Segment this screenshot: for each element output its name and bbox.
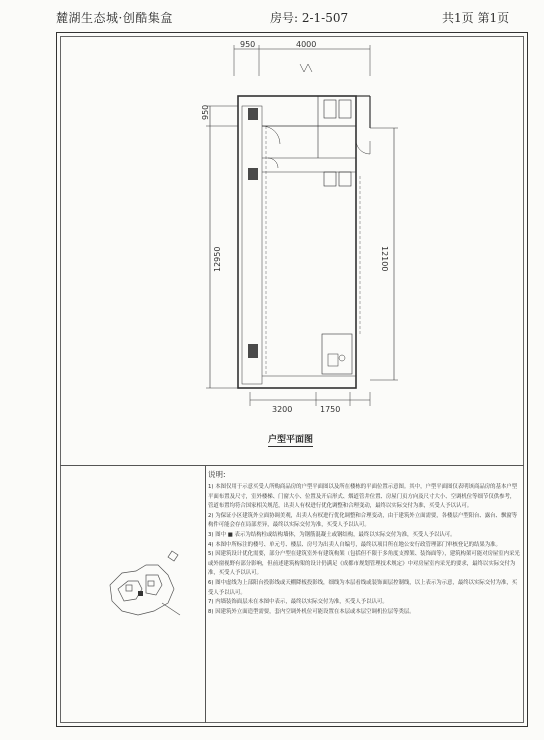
note-item: 4) 本图中所标注的楼号、单元号、楼层、房号为出卖人自编号，最终以项目所在地公安行政管理部门审核登记的结果为准。 <box>208 541 501 548</box>
dim-top-right: 4000 <box>296 40 317 49</box>
note-item: 3) 图中 ■ 表示为结构柱或结构墙体，为钢筋混凝土或钢结构，最终以实际交付为准，买受人予以认可。 <box>208 531 456 538</box>
room-number: 房号: 2-1-507 <box>270 11 349 25</box>
horizontal-divider <box>60 465 524 466</box>
header-bar <box>0 0 544 30</box>
dim-top-left: 950 <box>240 40 256 49</box>
note-item: 7) 内墙装饰面层未在本图中表示，最终以实际交付为准，买受人予以认可。 <box>208 599 388 606</box>
dim-bottom-left: 3200 <box>272 405 293 414</box>
note-item: 6) 图中虚线为上部阳台投影线或天棚降板投影线，细线为本层看线或装饰面层控制线，以上表示为示意，最终以实际交付为准，买受人予以认可。 <box>208 579 518 596</box>
note-item: 2) 为保证小区建筑外立面协调美观，出卖人有权进行优化调整和合理变动，由于建筑外立面需要，各楼层户型阳台、露台、飘窗等构件可能会存在局部差异，最终以实际交付为准，买受人予以认可。 <box>208 512 518 529</box>
page-indicator: 共1页 第1页 <box>442 11 510 25</box>
site-location-map <box>102 545 192 635</box>
notes-heading: 说明: <box>208 470 226 479</box>
structure-columns <box>248 108 258 358</box>
location-marker <box>138 591 143 596</box>
notes-section <box>208 469 520 617</box>
plan-title: 户型平面图 <box>268 432 313 447</box>
floor-plan <box>60 36 524 456</box>
dim-left-main: 12950 <box>213 246 222 272</box>
dim-left-top: 950 <box>201 104 210 120</box>
project-title: 麓湖生态城·创酷集盒 <box>56 11 173 25</box>
note-item: 8) 因建筑外立面造型需要，套内空调外机位可能设置在本层或本层空调机位层等类层。 <box>208 608 415 615</box>
dim-bottom-right: 1750 <box>320 405 341 414</box>
note-item: 1) 本图仅用于示意买受人所购商品房的户型平面图以及所在楼栋的平面位置示意图。其中，户型平面图仅表明该商品房的基本户型平面布置及尺寸，室外楼梯、门窗大小、位置及开启形式、烟道管井位置、房屋门页方向及尺寸大小、空调机位等细节仅供参考，管道布置均符合国家相关规范，出卖人有权进行优化调整和合理变动，最终以实际交付为准，买受人予以认可。 <box>208 484 518 510</box>
dim-right-main: 12100 <box>380 246 389 272</box>
note-item: 5) 因建筑设计优化需要，部分户型在建筑室外有建筑构架（包括但不限于多角度支撑架、装饰面等），建筑构架可能对房屋室内采光或外窗视野有部分影响，但前述建筑构架的设计仍满足《成都市规划管理技术规定》中对房屋室内采光的要求，最终以实际交付为准，买受人予以认可。 <box>208 551 520 577</box>
vertical-divider <box>205 465 206 723</box>
